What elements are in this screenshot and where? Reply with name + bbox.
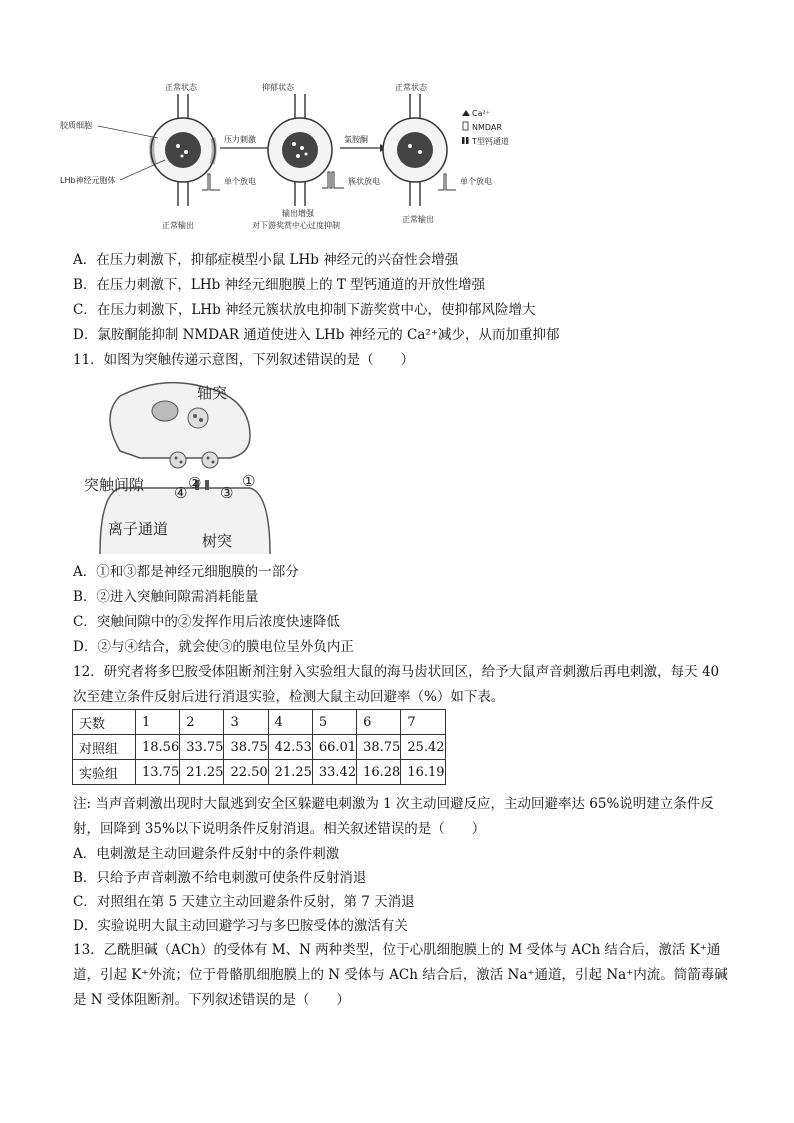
q12-stem-line1: 12．研究者将多巴胺受体阻断剂注射入实验组大鼠的海马齿状回区，给予大鼠声音刺激后再电刺激，每天 40 <box>73 664 720 680</box>
panel-normal-1 <box>60 82 256 230</box>
table-cell: 33.75 <box>180 735 224 760</box>
panel3-discharge: 单个放电 <box>460 177 492 186</box>
q10-option-b: B．在压力刺激下，LHb 神经元细胞膜上的 T 型钙通道的开放性增强 <box>73 277 486 293</box>
table-cell: 7 <box>401 710 445 735</box>
q11-option-b: B．②进入突触间隙需消耗能量 <box>73 589 259 605</box>
panel2-state: 抑郁状态 <box>262 83 294 92</box>
table-cell: 38.75 <box>357 735 401 760</box>
table-cell: 16.19 <box>401 760 445 785</box>
legend-t-channel: T型钙通道 <box>472 137 509 146</box>
table-cell: 66.01 <box>312 735 356 760</box>
panel-depressed <box>252 82 380 230</box>
panel3-output: 正常输出 <box>402 215 434 224</box>
table-row <box>73 735 446 760</box>
q13-line1: 13．乙酰胆碱（ACh）的受体有 M、N 两种类型，位于心肌细胞膜上的 M 受体与 ACh 结合后，激活 K⁺通 <box>73 942 721 958</box>
q12-note-line1: 注: 当声音刺激出现时大鼠逃到安全区躲避电刺激为 1 次主动回避反应，主动回避率达 65%说明建立条件反 <box>73 796 714 812</box>
t-channel-icon <box>462 137 465 144</box>
table-cell: 13.75 <box>136 760 180 785</box>
figure1-legend <box>462 109 509 146</box>
figure-lhb-neuron <box>60 78 530 236</box>
table-cell: 天数 <box>73 710 136 735</box>
marker-1: ① <box>242 472 256 490</box>
figure-synapse <box>80 376 280 554</box>
table-cell: 21.25 <box>180 760 224 785</box>
nmdar-icon <box>463 122 468 130</box>
q11-option-c: C．突触间隙中的②发挥作用后浓度快速降低 <box>73 614 340 630</box>
table-header-row <box>73 710 446 735</box>
q12-option-a: A．电刺激是主动回避条件反射中的条件刺激 <box>73 846 340 862</box>
table-cell: 4 <box>268 710 312 735</box>
q11-option-a: A．①和③都是神经元细胞膜的一部分 <box>73 564 299 580</box>
arrow-stress: 压力刺激 <box>224 135 256 144</box>
q10-option-a: A．在压力刺激下，抑郁症模型小鼠 LHb 神经元的兴奋性会增强 <box>73 252 459 268</box>
q10-option-d: D．氯胺酮能抑制 NMDAR 通道使进入 LHb 神经元的 Ca²⁺减少，从而加重抑郁 <box>73 327 560 343</box>
table-cell: 33.42 <box>312 760 356 785</box>
label-neuron: LHb神经元胞体 <box>60 176 116 185</box>
label-axon: 轴突 <box>197 384 228 402</box>
label-cleft: 突触间隙 <box>84 476 145 494</box>
q12-option-c: C．对照组在第 5 天建立主动回避条件反射，第 7 天消退 <box>73 894 415 910</box>
table-cell: 对照组 <box>73 735 136 760</box>
panel1-output: 正常输出 <box>162 221 194 230</box>
marker-3: ③ <box>220 484 234 502</box>
table-cell: 2 <box>180 710 224 735</box>
table-row <box>73 760 446 785</box>
q13-line3: 是 N 受体阻断剂。下列叙述错误的是（ ） <box>73 992 350 1008</box>
table-cell: 实验组 <box>73 760 136 785</box>
table-cell: 1 <box>136 710 180 735</box>
panel2-output-sub: 对下游奖赏中心过度抑制 <box>252 221 340 230</box>
marker-4: ④ <box>174 484 188 502</box>
panel1-state: 正常状态 <box>165 83 197 92</box>
q12-note-line2: 射，回降到 35%以下说明条件反射消退。相关叙述错误的是（ ） <box>73 821 486 837</box>
arrow-ketamine: 氯胺酮 <box>344 135 368 144</box>
panel-normal-2 <box>383 82 492 224</box>
panel1-discharge: 单个放电 <box>224 177 256 186</box>
table-cell: 38.75 <box>224 735 268 760</box>
table-cell: 5 <box>312 710 356 735</box>
q12-stem-line2: 次至建立条件反射后进行消退实验，检测大鼠主动回避率（%）如下表。 <box>73 689 505 705</box>
q10-option-c: C．在压力刺激下，LHb 神经元簇状放电抑制下游奖赏中心，使抑郁风险增大 <box>73 302 536 318</box>
table-cell: 18.56 <box>136 735 180 760</box>
q11-stem: 11．如图为突触传递示意图，下列叙述错误的是（ ） <box>73 352 415 368</box>
label-channel: 离子通道 <box>108 520 169 538</box>
q12-option-b: B．只给予声音刺激不给电刺激可使条件反射消退 <box>73 870 367 886</box>
table-cell: 42.53 <box>268 735 312 760</box>
label-glia: 胶质细胞 <box>60 121 92 130</box>
table-cell: 16.28 <box>357 760 401 785</box>
table-cell: 6 <box>357 710 401 735</box>
legend-ca: Ca²⁺ <box>472 109 490 118</box>
q12-table <box>72 709 446 785</box>
ca-icon <box>462 110 470 116</box>
label-dendrite: 树突 <box>202 532 233 550</box>
marker-2: ② <box>188 474 202 492</box>
q13-line2: 道，引起 K⁺外流；位于骨骼肌细胞膜上的 N 受体与 ACh 结合后，激活 Na⁺通道，引起 Na⁺内流。筒箭毒碱 <box>73 967 728 983</box>
panel2-output: 输出增强 <box>282 209 314 218</box>
panel3-state: 正常状态 <box>395 83 427 92</box>
table-cell: 22.50 <box>224 760 268 785</box>
table-cell: 21.25 <box>268 760 312 785</box>
q12-option-d: D．实验说明大鼠主动回避学习与多巴胺受体的激活有关 <box>73 918 408 934</box>
panel2-discharge: 簇状放电 <box>348 177 380 186</box>
table-cell: 25.42 <box>401 735 445 760</box>
legend-nmdar: NMDAR <box>472 123 502 132</box>
q11-option-d: D．②与④结合，就会使③的膜电位呈外负内正 <box>73 639 354 655</box>
table-cell: 3 <box>224 710 268 735</box>
